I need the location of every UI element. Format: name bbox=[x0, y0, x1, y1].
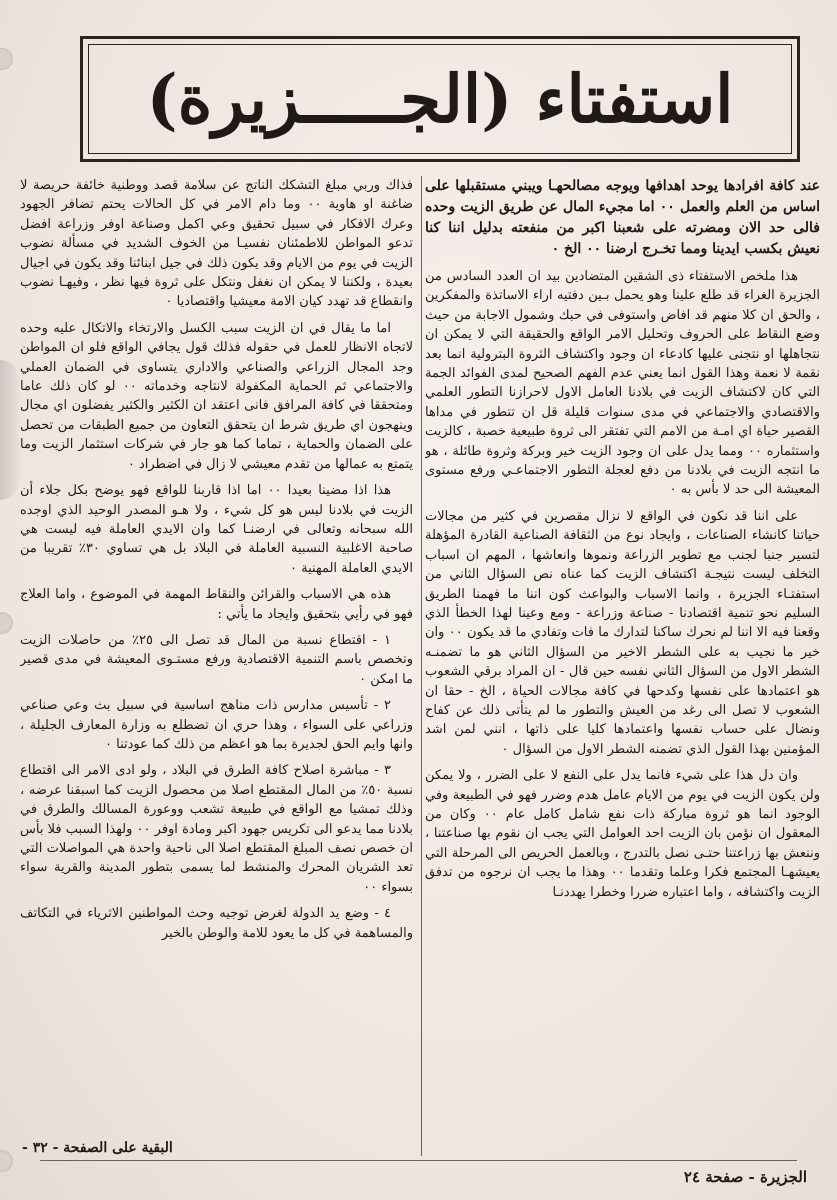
continuation-note: البقية على الصفحة - ٣٢ - bbox=[22, 1140, 173, 1156]
list-item: ٤ - وضع يد الدولة لغرض توجيه وحث المواطنين الاثرياء في التكاتف والمساهمة في كل ما يعود للامة والوطن بالخير bbox=[20, 906, 413, 941]
article-body bbox=[20, 176, 820, 1156]
page-footer: الجزيرة - صفحة ٢٤ bbox=[683, 1168, 807, 1186]
punch-hole bbox=[0, 612, 13, 634]
paragraph: هذا اذا مضينا بعيدا ٠٠ اما اذا قاربنا للواقع فهو يوضح بكل جلاء أن الزيت في بلادنا ليس هو كل شيء ، ولا هـو المصدر الوحيد الذي اوجده الله سبحانه وتعالى في ارضنـا كما وان الايدي العاملة فيه ليست هي صاحبة الاغلبية النسبية العاملة في البلاد بل هي تساوي ٣٠٪ تقريبا من الايدي العاملة المهنية ٠ bbox=[20, 483, 413, 576]
article-column-left bbox=[20, 176, 413, 1156]
punch-hole bbox=[0, 1150, 13, 1172]
paragraph: اما ما يقال في ان الزيت سبب الكسل والارتخاء والاتكال عليه وحده لاتجاه الانظار للعمل في حقوله فذلك قول يجافي الواقع فلو ان المواطن وجد المجال الزراعي والصناعي والاداري يتساوى في الضمان العملي والاجتماعي ثم الحماية المكفولة لانتاجه وخدماته ٠٠ لو كان ذلك عاما ومتحققا في كافة المرافق فانى اعتقد ان الكثير والكثير يفضلون اي مجال وينهجون اي طريق شرط ان يتحقق التعاون من جميع الطبقات من تحصل على الضمان والحماية ، تماما كما هو جار في شركات استثمار الزيت وما يتمتع به عمالها من تقدم معيشي لا زال في اضطراد ٠ bbox=[20, 320, 413, 472]
punch-hole bbox=[0, 48, 13, 70]
footer-rule bbox=[40, 1160, 797, 1161]
binder-clip bbox=[0, 360, 20, 500]
list-item: ٣ - مباشرة اصلاح كافة الطرق في البلاد ، ولو ادى الامر الى اقتطاع نسبة ٥٠٪ من المال المقتطع اصلا من محصول الزيت كما اسبقنا عرضه ، وذلك تمشيا مع الواقع في طبيعة تشعب ووعورة المسالك والطرق في بلادنا مما يدعو الى تكريس جهود اكبر ومادة اوفر ٠٠ ولهذا السبب فلا بأس ان خصص نصف المبلغ المقتطع اصلا الى ناحية واحدة هي المواصلات التي تعد الشريان المحرك والمنشط لما يسمى بتطور المدينة والقرية سواء بسواء ٠٠ bbox=[20, 763, 413, 895]
page-title: استفتاء (الجـــــزيرة) bbox=[146, 60, 734, 138]
intro-paragraph: عند كافة افرادها يوحد اهدافها ويوجه مصالحهـا ويبني مستقبلها على اساس من العلم والعمل ٠٠ اما مجيء المال عن طريق الزيت وحده فالى حد الان ومضرته على شعبنا اكبر من منفعته بدليل اننا كنا نعيش بكسب ايدينا ومما تخـرج ارضنا ٠٠ الخ ٠ bbox=[425, 178, 820, 257]
paragraph: على اننا قد نكون في الواقع لا نزال مقصرين في كثير من مجالات حياتنا كانشاء الصناعات ، وايجاد نوع من الثقافة الصناعية القادرة المؤهلة لتسير جنبا لجنب مع تطوير الزراعة ونموها وانعاشها ، المهم ان اسباب التخلف ليست نتيجـة اكتشاف الزيت كما عناه نص السؤال الثاني من استفتـاء الجزيرة ، وانما الاسباب والبواعث كون اننا ما فهمنا الطريق السليم نحو تنمية اقتصادنا - صناعة وزراعة - ومع وعينا لهذا الخطأ الذي وقعنا فيه الا اننا لم نحرك ساكنا لتدارك ما فات وتفادي ما قد يكون ٠٠ وان خير ما نجيب به على الشطر الاخير من السؤال الثاني هو ما تضمنـه الشطر الاول من السؤال الثاني نفسه حين قال - ان المراد برقي الشعوب هو اعتمادها على نفسها وكدحها في كافة مجالات الحياة ، الخ - حقا ان الشعوب لا تصل الى رغد من العيش والتطور ما لم يتأتى ذلك عن كفاح ونضال على حساب نفسها واعتمادها كليا على ذاتها ، انني لمن اشد المؤمنين بهذا القول الذي تضمنه الشطر الاول من السؤال ٠ bbox=[425, 508, 820, 757]
title-frame bbox=[80, 36, 800, 162]
paragraph: هذا ملخص الاستفتاء ذى الشقين المتضادين بيد ان العدد السادس من الجزيرة الغراء قد طلع علينا وهو يحمل بـين دفتيه اراء الاساتذة والمفكرين ، والحق ان كلا منهم قد افاض واستوفى في حبك وشمول الاجابة من حيث وضع النقاط على الحروف وتحليل الامر الواقع والحقيقة التي لا يمكن ان نتجاهلها او نتجنى عليها كادعاء ان وجود واكتشاف الثروة البترولية انما بعد نقمة لا نعمة وهذا القول انما يعني عدم الفهم الصحيح لمدى الفوائد الجمة التي كان لاكتشاف الزيت في بلادنا العامل الاول لاحرازنا التطور العلمي والاقتصادي والاجتماعي في مدى سنوات قليلة قل ان تتطور في مداها القصير حياة اي امـة من الامم التي تفتقر الى ثروة طبيعية خصبة ، كالزيت واستثماره ٠٠ ومما يدل على ان وجود الزيت خير وبركة وثروة طائلة ، هو ما انتجه الزيت في بلادنا من دفع لعجلة التطور الاجتماعـي ورفع مستوى المعيشة الى حد لا بأس به ٠ bbox=[425, 269, 820, 498]
paragraph: هذه هي الاسباب والقرائن والنقاط المهمة في الموضوع ، واما العلاج فهو في رأيي بتحقيق وايجاد ما يأتي : bbox=[20, 587, 413, 622]
list-item: ١ - اقتطاع نسبة من المال قد تصل الى ٢٥٪ من حاصلات الزيت وتخصص باسم التنمية الاقتصادية ورفع مستـوى المعيشة في مدى قصير ما امكن ٠ bbox=[20, 632, 413, 687]
paragraph: وان دل هذا على شيء فانما يدل على النفع لا على الضرر ، ولا يمكن ولن يكون الزيت في يوم من الايام عامل هدم وضرر فهو في الطبيعة وفي الوجود انما هو ثروة مباركة ذات نفع شامل كامل عام ٠٠ وكان من المعقول ان نؤمن بان الزيت احد العوامل التي يجب ان نقوم بها صناعتنا ، وننعش بها زراعتنا حتـى نصل بالتدرج ، وبالعمل الحريص الى المرحلة التي يعيشهـا المجتمع فكرا وعلما وتقدما ٠٠ وهذا ما يجب ان نرجوه من تدفق الزيت واكتشافه ، واما اعتباره ضررا وخطرا يهددنـا bbox=[425, 768, 820, 900]
article-column-right bbox=[425, 176, 820, 1156]
list-item: ٢ - تأسيس مدارس ذات مناهج اساسية في سبيل بث وعي صناعي وزراعي على السواء ، وهذا حري ان تضطلع به وزارة المعارف الجليلة ، وانها وايم الحق لجديرة بما هو اعظم من ذلك كما عودتنا ٠ bbox=[20, 698, 413, 752]
column-divider bbox=[421, 176, 422, 1156]
paragraph: فذاك وربي مبلغ التشكك الناتج عن سلامة قصد ووطنية خائفة حريصة لا ضاغنة او هاوية ٠٠ وما دام الامر في كل الحالات يحتم تضافر الجهود وعرك الافكار في سبيل تحقيق وعي اكمل وصناعة اوفر وزراعة افضل تدعو المواطن للاطمئنان نفسيـا من الخوف الشديد في مسألة نضوب الزيت في يوم من الايام وقد يكون ذلك في جيل ابنائنا وقد يكون في اجيال بعيدة ، ولكننا لا يمكن ان نغفل ونتكل على ثروة فيها نظر ، وفيهـا نضوب وانقطاع قد تهدد كيان الامة معيشيا واقتصاديا ٠ bbox=[20, 178, 413, 310]
